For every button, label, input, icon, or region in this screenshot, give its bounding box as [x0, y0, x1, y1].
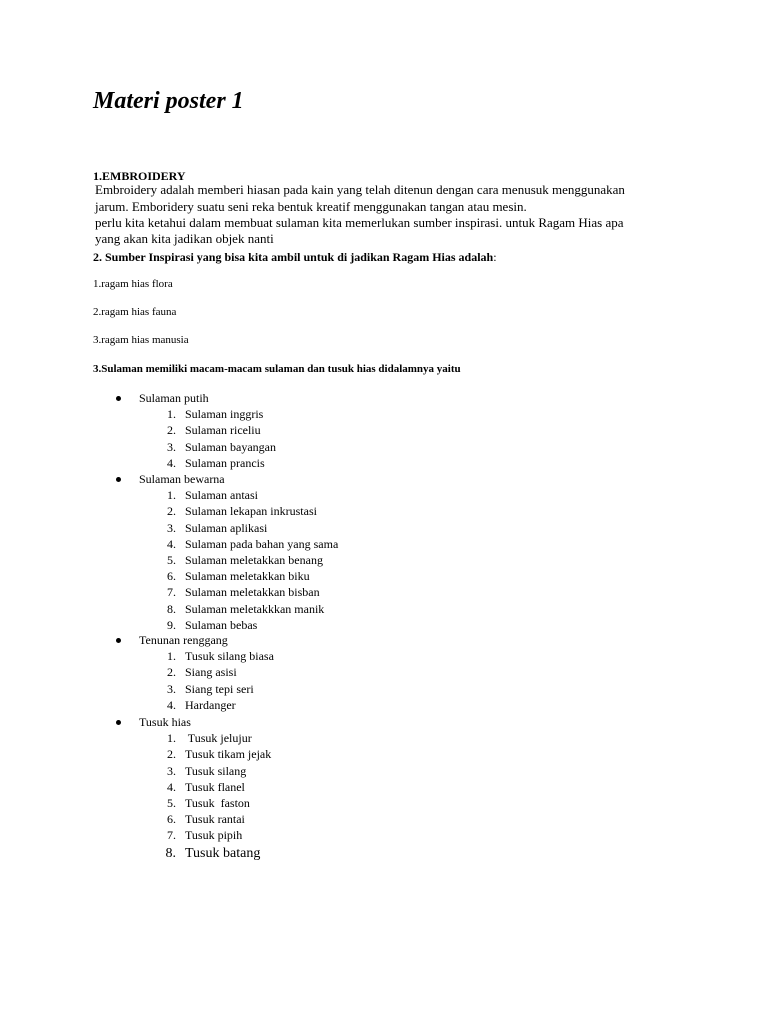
inspiration-item: 1.ragam hias flora	[93, 278, 173, 290]
numbered-list-item	[0, 568, 768, 584]
list-item-text: Sulaman meletakkkan manik	[185, 601, 325, 616]
list-item-number: 2.	[167, 665, 176, 680]
list-item-text: Tusuk silang	[185, 763, 247, 778]
section-3-heading: 3.Sulaman memiliki macam-macam sulaman dan tusuk hias didalamnya yaitu	[93, 363, 461, 375]
bullet-group-label: Tenunan renggang	[139, 633, 228, 647]
list-item-text: Sulaman antasi	[185, 488, 258, 503]
list-item-text: Sulaman meletakkan bisban	[185, 585, 320, 600]
numbered-list-item	[0, 763, 768, 779]
numbered-list-item	[0, 455, 768, 471]
list-item-number: 1.	[167, 649, 176, 664]
list-item-number: 5.	[167, 553, 176, 567]
list-item-number: 7.	[167, 585, 176, 600]
inspiration-item: 2.ragam hias fauna	[93, 306, 177, 318]
page-title: Materi poster 1	[93, 88, 244, 114]
numbered-list-item	[0, 827, 768, 843]
list-item-number: 2.	[167, 504, 176, 519]
list-item-text: Tusuk rantai	[185, 812, 245, 827]
list-item-text: Siang tepi seri	[185, 681, 254, 696]
list-item-text: Sulaman lekapan inkrustasi	[185, 504, 317, 519]
list-item-text: Tusuk jelujur	[185, 731, 252, 746]
list-item-text: Sulaman pada bahan yang sama	[185, 536, 339, 551]
numbered-list-item	[0, 520, 768, 536]
numbered-list-item	[0, 406, 768, 422]
list-item-number: 3.	[167, 681, 176, 696]
numbered-list-item	[0, 795, 768, 811]
list-item-number: 4.	[167, 536, 176, 551]
list-item-number: 7.	[167, 828, 176, 843]
numbered-list-item	[0, 552, 768, 568]
numbered-list-item	[0, 746, 768, 762]
list-item-number: 1.	[167, 731, 176, 746]
numbered-list-item	[0, 730, 768, 746]
bullet-group	[0, 632, 768, 648]
numbered-list-item	[0, 503, 768, 519]
list-item-text: Tusuk pipih	[185, 828, 243, 843]
list-item-number: 9.	[167, 617, 176, 632]
numbered-list-item	[0, 648, 768, 664]
list-item-text: Sulaman meletakkan benang	[185, 553, 323, 567]
numbered-list-item	[0, 584, 768, 600]
list-item-text: Sulaman bebas	[185, 617, 258, 632]
list-item-text: Siang asisi	[185, 665, 237, 680]
section-1-paragraph-line: yang akan kita jadikan objek nanti	[95, 231, 274, 246]
inspiration-item: 3.ragam hias manusia	[93, 334, 189, 346]
list-item-number: 6.	[167, 569, 176, 584]
numbered-list-item	[0, 422, 768, 438]
bullet-group-label: Sulaman bewarna	[139, 472, 225, 486]
list-item-text: Sulaman aplikasi	[185, 520, 268, 535]
bullet-dot-icon	[116, 477, 121, 482]
numbered-list-item	[0, 601, 768, 617]
numbered-list-item	[0, 487, 768, 503]
section-2-heading-suffix: :	[493, 250, 497, 264]
list-item-number: 8.	[167, 601, 176, 616]
list-item-text: Sulaman riceliu	[185, 423, 261, 438]
list-item-number: 6.	[167, 812, 176, 827]
list-item-number: 2.	[167, 747, 176, 762]
section-2-heading-text: 2. Sumber Inspirasi yang bisa kita ambil untuk di jadikan Ragam Hias adalah	[93, 250, 494, 264]
list-item-text: Tusuk tikam jejak	[185, 747, 272, 762]
numbered-list-item	[0, 681, 768, 697]
list-item-number: 8.	[165, 845, 176, 861]
numbered-list-item	[0, 536, 768, 552]
list-item-number: 1.	[167, 407, 176, 422]
numbered-list-item	[0, 779, 768, 795]
list-item-text: Sulaman inggris	[185, 407, 264, 422]
numbered-list-item	[0, 845, 768, 861]
numbered-list-item	[0, 697, 768, 713]
bullet-group-label: Sulaman putih	[139, 391, 209, 405]
bullet-group	[0, 390, 768, 406]
numbered-list-item	[0, 664, 768, 680]
list-item-number: 5.	[167, 796, 176, 810]
bullet-group	[0, 714, 768, 730]
list-item-text: Hardanger	[185, 697, 236, 712]
list-item-number: 4.	[167, 779, 176, 794]
list-item-number: 2.	[167, 423, 176, 438]
section-1-heading: 1.EMBROIDERY	[93, 169, 186, 183]
bullet-dot-icon	[116, 720, 121, 725]
numbered-list-item	[0, 617, 768, 633]
list-item-number: 3.	[167, 520, 176, 535]
bullet-group	[0, 471, 768, 487]
list-item-text: Tusuk faston	[185, 796, 250, 810]
list-item-text: Sulaman bayangan	[185, 439, 276, 454]
section-1-paragraph-line: jarum. Emboridery suatu seni reka bentuk kreatif menggunakan tangan atau mesin.	[95, 199, 527, 214]
section-1-paragraph-line: perlu kita ketahui dalam membuat sulaman kita memerlukan sumber inspirasi. untuk Ragam Hias apa	[95, 215, 624, 230]
numbered-list-item	[0, 439, 768, 455]
bullet-dot-icon	[116, 638, 121, 643]
section-2-heading	[93, 249, 497, 265]
bullet-dot-icon	[116, 396, 121, 401]
numbered-list-item	[0, 811, 768, 827]
section-1-paragraph-line: Embroidery adalah memberi hiasan pada kain yang telah ditenun dengan cara menusuk menggunakan	[95, 182, 625, 197]
list-item-number: 3.	[167, 763, 176, 778]
list-item-text: Tusuk flanel	[185, 779, 245, 794]
list-item-number: 3.	[167, 439, 176, 454]
list-item-number: 1.	[167, 488, 176, 503]
list-item-text: Tusuk silang biasa	[185, 649, 274, 664]
list-item-text: Tusuk batang	[185, 845, 261, 861]
list-item-text: Sulaman prancis	[185, 455, 265, 470]
list-item-text: Sulaman meletakkan biku	[185, 569, 310, 584]
bullet-group-label: Tusuk hias	[139, 715, 191, 729]
list-item-number: 4.	[167, 455, 176, 470]
list-item-number: 4.	[167, 697, 176, 712]
